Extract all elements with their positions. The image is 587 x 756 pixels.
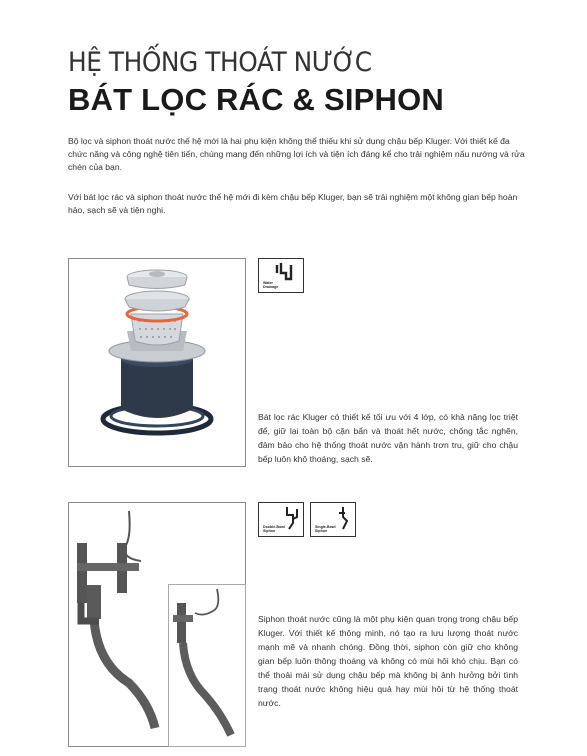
section-kicker: HỆ THỐNG THOÁT NƯỚC <box>68 47 372 78</box>
intro-paragraph-1: Bộ lọc và siphon thoát nước thế hệ mới là hai phụ kiện không thể thiếu khi sử dụng chậu bếp Kluger. Với thiết kế đa chức năng và công nghệ tiên tiến, chúng mang đến những lợi ích và tiện ích đáng kể cho trải nghiệm nấu nướng và rửa chén của bạn. <box>68 136 525 172</box>
water-drainage-label: Water Drainage <box>263 281 279 289</box>
strainer-basket-illustration <box>69 259 245 466</box>
single-bowl-siphon-image <box>168 584 246 747</box>
double-bowl-siphon-label: Double-Bowl Siphon <box>263 525 285 533</box>
single-bowl-siphon-label: Single-Bowl Siphon <box>315 525 336 533</box>
page-title: BÁT LỌC RÁC & SIPHON <box>68 82 444 117</box>
basket-description: Bát lọc rác Kluger có thiết kế tối ưu với 4 lớp, có khả năng lọc triệt để, giữ lại toàn bộ cặn bẩn và thoát hết nước, chống tắc nghẽn, đảm bảo cho hệ thống thoát nước vận hành trơn tru, giữ cho chậu bếp luôn khô thoáng, sạch sẽ. <box>258 412 518 464</box>
double-bowl-siphon-badge <box>258 502 304 537</box>
strainer-basket-image <box>68 258 246 467</box>
single-bowl-siphon-illustration <box>169 585 245 746</box>
single-bowl-siphon-badge <box>310 502 356 537</box>
water-drainage-badge <box>258 258 304 293</box>
siphon-description: Siphon thoát nước cũng là một phụ kiện quan trọng trong chậu bếp Kluger. Với thiết kế thông minh, nó tạo ra lưu lượng thoát nước mạnh mẽ và nhanh chóng. Đồng thời, siphon còn giữ cho không gian bếp luôn thông thoáng và không có mùi hôi khó chịu. Bạn có thể thoải mái sử dụng chậu bếp mà không bị ảnh hưởng bởi tình trạng thoát nước không hiệu quả hay mùi hôi từ hệ thống thoát nước. <box>258 614 518 708</box>
intro-paragraph-2: Với bát lọc rác và siphon thoát nước thế hệ mới đi kèm chậu bếp Kluger, bạn sẽ trải nghiệm một không gian bếp hoàn hảo, sạch sẽ và tiện nghi. <box>68 192 518 215</box>
